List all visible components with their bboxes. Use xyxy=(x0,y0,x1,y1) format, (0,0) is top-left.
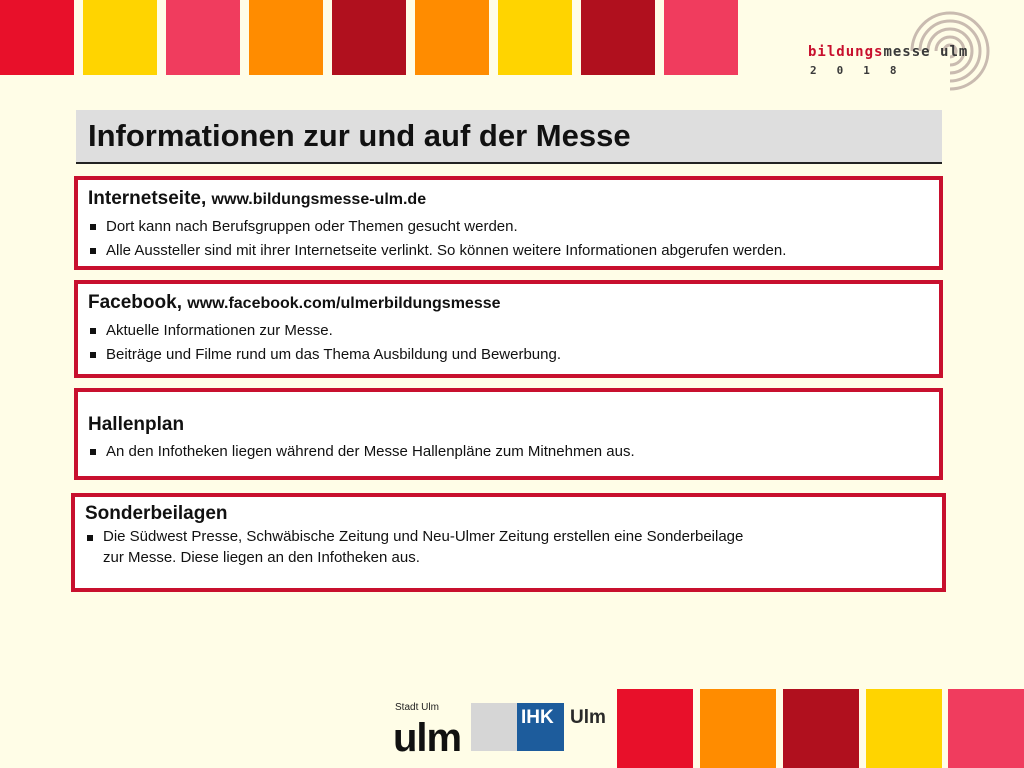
bullet-list xyxy=(88,215,929,263)
bullet-item: Beiträge und Filme rund um das Thema Ausbildung und Bewerbung. xyxy=(88,343,929,367)
bullet-list xyxy=(85,526,932,568)
title-bar xyxy=(76,110,942,164)
bullet-item: Alle Aussteller sind mit ihrer Internetseite verlinkt. So können weitere Informationen abgerufen werden. xyxy=(88,239,929,263)
color-square xyxy=(0,0,74,75)
color-square xyxy=(866,689,942,768)
color-square xyxy=(83,0,157,75)
section-heading: Sonderbeilagen xyxy=(85,503,228,524)
section-heading: Facebook, www.facebook.com/ulmerbildungsmesse xyxy=(88,292,501,313)
logo-year: 2018 xyxy=(810,64,917,77)
stadt-ulm-big-text: ulm xyxy=(393,716,462,760)
ihk-logo-grey-block xyxy=(471,703,521,751)
section-facebook xyxy=(74,280,943,378)
color-square xyxy=(249,0,323,75)
ihk-ulm-text: Ulm xyxy=(570,707,606,728)
bullet-item: An den Infotheken liegen während der Messe Hallenpläne zum Mitnehmen aus. xyxy=(88,440,929,464)
bullet-list xyxy=(88,440,929,464)
color-square xyxy=(166,0,240,75)
color-square xyxy=(700,689,776,768)
logo-brand-text: bildungsmesse ulm xyxy=(808,44,969,60)
bullet-item: Die Südwest Presse, Schwäbische Zeitung und Neu-Ulmer Zeitung erstellen eine Sonderbeilage zur Messe. Diese liegen an den Infotheken aus. xyxy=(85,526,932,568)
website-url[interactable]: www.bildungsmesse-ulm.de xyxy=(211,191,427,208)
bullet-item: Dort kann nach Berufsgruppen oder Themen gesucht werden. xyxy=(88,215,929,239)
section-heading: Internetseite, www.bildungsmesse-ulm.de xyxy=(88,188,427,209)
section-heading: Hallenplan xyxy=(88,414,185,435)
bullet-item: Aktuelle Informationen zur Messe. xyxy=(88,319,929,343)
section-hallenplan xyxy=(74,388,943,480)
stadt-ulm-small-text: Stadt Ulm xyxy=(395,702,439,713)
color-square xyxy=(415,0,489,75)
section-internetseite xyxy=(74,176,943,270)
section-sonderbeilagen xyxy=(71,493,946,592)
color-square xyxy=(783,689,859,768)
color-square xyxy=(948,689,1024,768)
color-square xyxy=(332,0,406,75)
bullet-list xyxy=(88,319,929,367)
color-square xyxy=(498,0,572,75)
color-square xyxy=(664,0,738,75)
color-square xyxy=(581,0,655,75)
page-title: Informationen zur und auf der Messe xyxy=(88,118,631,153)
ihk-label: IHK xyxy=(521,707,554,728)
color-square xyxy=(617,689,693,768)
facebook-url[interactable]: www.facebook.com/ulmerbildungsmesse xyxy=(187,295,501,312)
